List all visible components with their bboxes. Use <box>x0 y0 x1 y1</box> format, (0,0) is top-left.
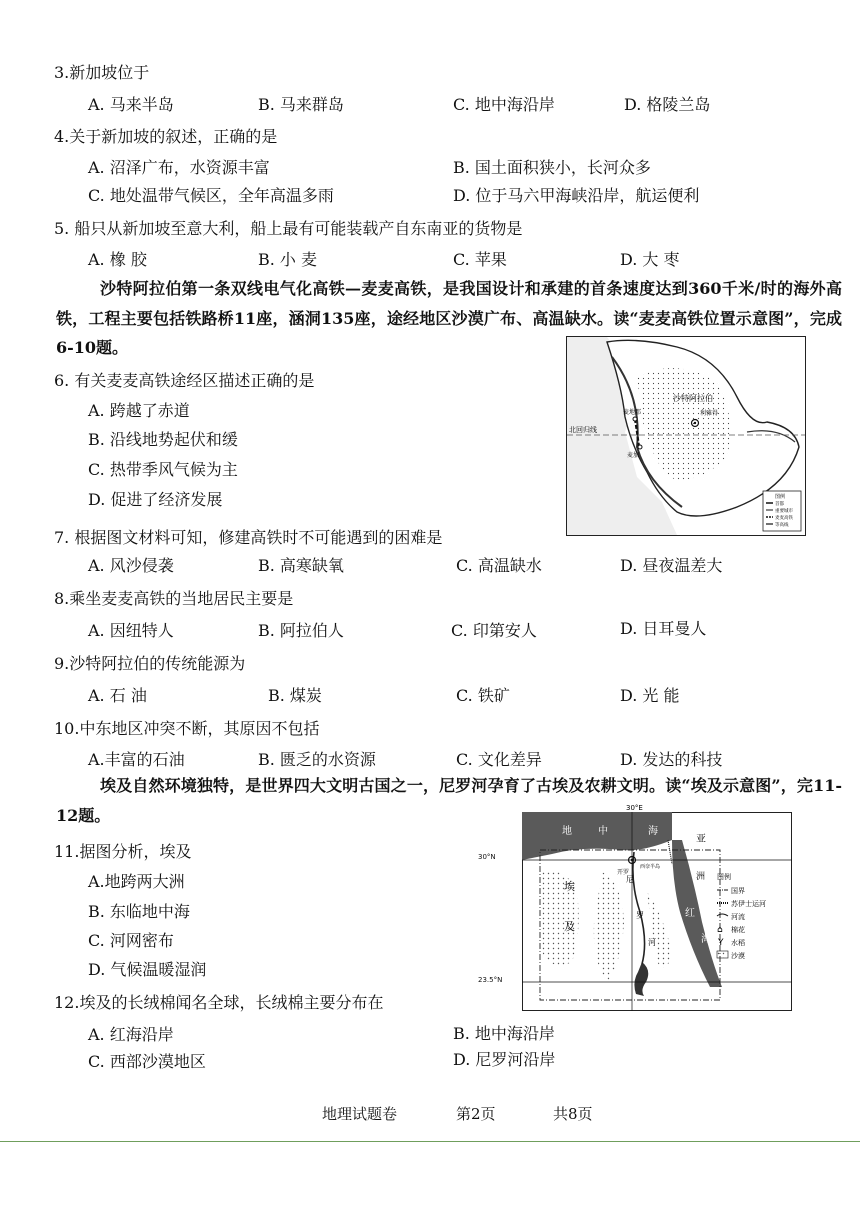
q10-option-b: B. 匮乏的水资源 <box>258 750 376 769</box>
q12-option-b: B. 地中海沿岸 <box>453 1024 555 1043</box>
map2-cairo-label: 开罗 <box>617 869 630 876</box>
q9-option-a: A. 石 油 <box>88 686 147 705</box>
q11-option-c: C. 河网密布 <box>88 931 174 950</box>
map2-legend-canal: 苏伊士运河 <box>731 900 766 908</box>
map1-legend-city: 重要城市 <box>775 509 793 514</box>
map2-lon-label: 30°E <box>626 804 643 812</box>
question-11-stem: 11.据图分析，埃及 <box>54 842 192 861</box>
question-12-stem: 12.埃及的长绒棉闻名全球，长绒棉主要分布在 <box>54 993 384 1012</box>
passage-saudi-railway: 沙特阿拉伯第一条双线电气化高铁—麦麦高铁，是我国设计和承建的首条速度达到360千米/时的海外高铁，工程主要包括铁路桥11座，涵洞135座，途经地区沙漠广布、高温缺水。读“麦麦高铁位置示意图”，完成6-10题。 <box>56 279 842 357</box>
question-10-stem: 10.中东地区冲突不断，其原因不包括 <box>54 719 320 738</box>
q6-option-a: A. 跨越了赤道 <box>88 401 190 420</box>
q7-option-d: D. 昼夜温差大 <box>620 556 723 575</box>
map2-legend-river: 河流 <box>731 913 745 921</box>
footer-divider <box>0 1141 860 1142</box>
q9-option-d: D. 光 能 <box>620 686 680 705</box>
map2-legend-border: 国界 <box>731 887 745 895</box>
q9-option-b: B. 煤炭 <box>268 686 322 705</box>
q10-option-c: C. 文化差异 <box>456 750 542 769</box>
q5-option-c: C. 苹果 <box>453 250 507 269</box>
map2-legend-title: 图例 <box>717 873 731 881</box>
q4-option-a: A. 沼泽广布，水资源丰富 <box>88 158 270 177</box>
q3-option-c: C. 地中海沿岸 <box>453 95 555 114</box>
q4-option-c: C. 地处温带气候区，全年高温多雨 <box>88 186 334 205</box>
q11-option-d: D. 气候温暖湿润 <box>88 960 207 979</box>
q6-option-c: C. 热带季风气候为主 <box>88 460 238 479</box>
map1-tropic-label: 北回归线 <box>569 426 597 434</box>
map2-egypt-2: 及 <box>564 920 575 933</box>
q8-option-d: D. 日耳曼人 <box>620 619 707 638</box>
q9-option-c: C. 铁矿 <box>456 686 510 705</box>
question-8-stem: 8.乘坐麦麦高铁的当地居民主要是 <box>54 589 294 608</box>
q5-option-b: B. 小 麦 <box>258 250 318 269</box>
map2-legend-desert: 沙漠 <box>731 952 745 960</box>
q4-option-d: D. 位于马六甲海峡沿岸，航运便利 <box>453 186 700 205</box>
map2-sinai-label: 西奈半岛 <box>640 864 661 870</box>
map1-country-label: 沙特阿拉伯 <box>673 394 713 403</box>
q5-option-a: A. 橡 胶 <box>88 250 147 269</box>
q10-option-a: A.丰富的石油 <box>88 750 185 769</box>
map2-sea-3: 海 <box>648 826 658 837</box>
map1-legend-contour: 等高线 <box>775 523 789 528</box>
map2-asia-2: 洲 <box>696 872 706 882</box>
q12-option-c: C. 西部沙漠地区 <box>88 1052 206 1071</box>
question-5-stem: 5. 船只从新加坡至意大利，船上最有可能装载产自东南亚的货物是 <box>54 219 523 238</box>
q7-option-a: A. 风沙侵袭 <box>88 556 174 575</box>
footer-page-number: 第2页 <box>456 1105 496 1123</box>
q4-option-b: B. 国土面积狭小，长河众多 <box>453 158 651 177</box>
q12-option-a: A. 红海沿岸 <box>88 1025 174 1044</box>
question-6-stem: 6. 有关麦麦高铁途经区描述正确的是 <box>54 371 315 390</box>
map1-medina-label: 麦地那 <box>623 409 642 416</box>
q8-option-c: C. 印第安人 <box>451 621 537 640</box>
footer-total-pages: 共8页 <box>553 1105 593 1123</box>
map2-legend-cotton: 棉花 <box>731 926 745 934</box>
q3-option-a: A. 马来半岛 <box>88 95 174 114</box>
map1-legend-title: 图例 <box>775 494 786 500</box>
passage-egypt: 埃及自然环境独特，是世界四大文明古国之一，尼罗河孕育了古埃及农耕文明。读“埃及示意图”，完11-12题。 <box>56 776 842 825</box>
q5-option-d: D. 大 枣 <box>620 250 680 269</box>
map2-lat2-label: 23.5°N <box>478 976 503 984</box>
question-3-stem: 3.新加坡位于 <box>54 63 150 82</box>
question-7-stem: 7. 根据图文材料可知，修建高铁时不可能遇到的困难是 <box>54 528 443 547</box>
map2-nile-1: 尼 <box>626 875 634 884</box>
svg-text:Y: Y <box>718 938 724 948</box>
map2-red-sea-2: 海 <box>701 934 711 945</box>
saudi-railway-map <box>566 336 806 536</box>
map2-egypt-1: 埃 <box>564 880 575 893</box>
map2-sea-2: 中 <box>598 826 608 837</box>
map2-lat1-label: 30°N <box>478 853 496 861</box>
question-9-stem: 9.沙特阿拉伯的传统能源为 <box>54 654 246 673</box>
map2-sea-1: 地 <box>562 826 572 837</box>
q6-option-b: B. 沿线地势起伏和缓 <box>88 430 238 449</box>
q11-option-a: A.地跨两大洲 <box>88 872 185 891</box>
q3-option-d: D. 格陵兰岛 <box>624 95 711 114</box>
map2-nile-2: 罗 <box>636 911 644 920</box>
map1-legend-capital: 首都 <box>775 502 784 507</box>
q7-option-b: B. 高寒缺氧 <box>258 556 344 575</box>
map1-legend-railway: 麦麦高铁 <box>775 516 793 521</box>
map2-nile-3: 河 <box>648 938 656 947</box>
q11-option-b: B. 东临地中海 <box>88 902 190 921</box>
map2-legend-rice: 水稻 <box>731 939 745 947</box>
svg-text:⌂: ⌂ <box>717 925 723 935</box>
q7-option-c: C. 高温缺水 <box>456 556 542 575</box>
q3-option-b: B. 马来群岛 <box>258 95 344 114</box>
map1-mecca-label: 麦加 <box>627 452 640 459</box>
q8-option-a: A. 因纽特人 <box>88 621 174 640</box>
map2-red-sea-1: 红 <box>685 908 695 919</box>
question-4-stem: 4.关于新加坡的叙述，正确的是 <box>54 127 278 146</box>
footer-subject: 地理试题卷 <box>322 1105 398 1123</box>
q12-option-d: D. 尼罗河沿岸 <box>453 1050 556 1069</box>
q10-option-d: D. 发达的科技 <box>620 750 723 769</box>
q6-option-d: D. 促进了经济发展 <box>88 490 223 509</box>
q8-option-b: B. 阿拉伯人 <box>258 621 344 640</box>
egypt-map <box>478 804 792 1011</box>
map1-riyadh-label: 利雅得 <box>700 410 719 417</box>
map2-asia-1: 亚 <box>696 834 706 845</box>
